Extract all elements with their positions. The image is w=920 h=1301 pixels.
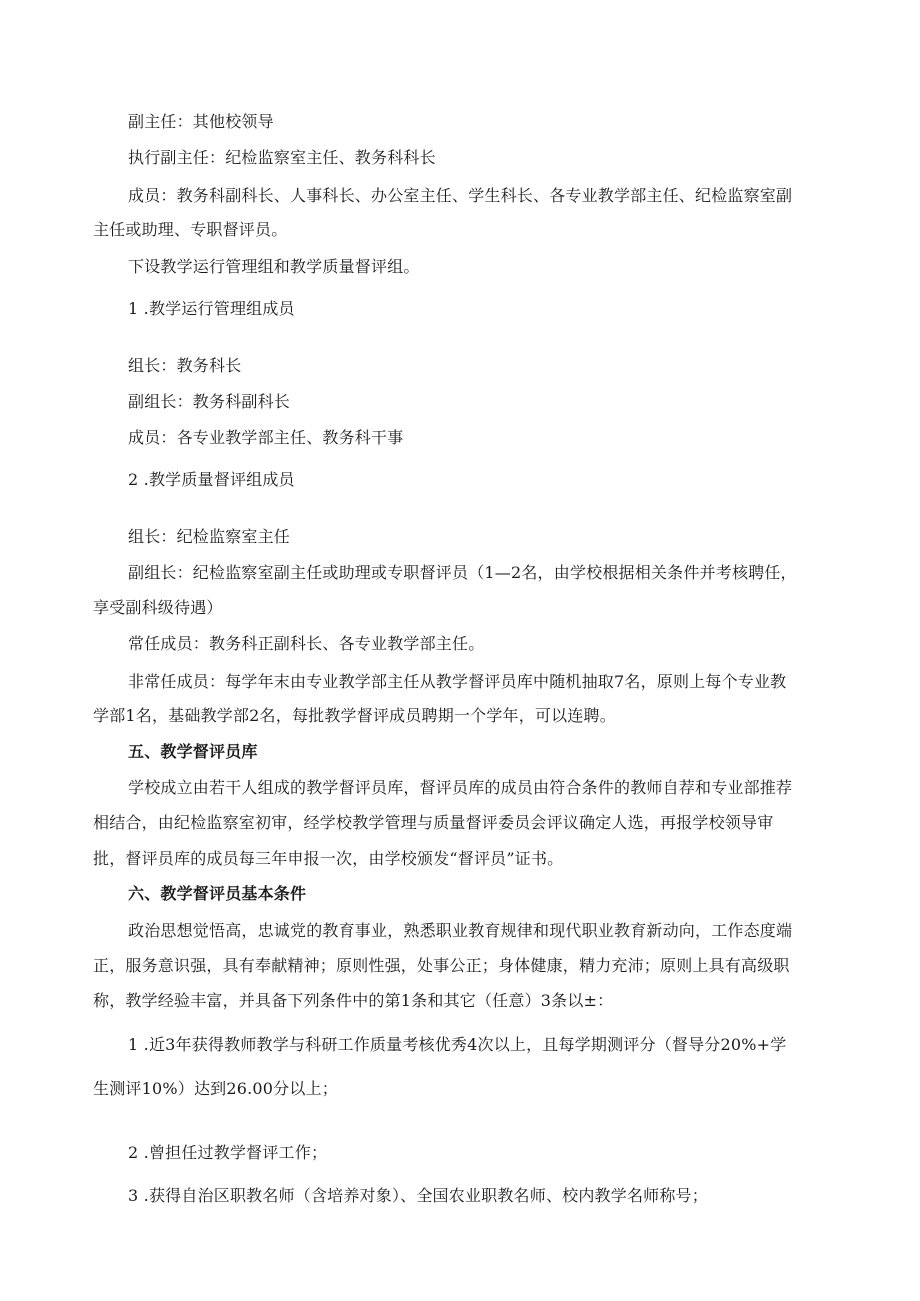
text-line: 执行副主任：纪检监察室主任、教务科科长 — [128, 148, 436, 167]
section-heading: 六、教学督评员基本条件 — [128, 884, 307, 903]
text-line: 2 .曾担任过教学督评工作； — [128, 1143, 328, 1162]
text-line: 常任成员：教务科正副科长、各专业教学部主任。 — [128, 634, 485, 653]
text-line: 享受副科级待遇） — [93, 598, 223, 617]
text-line: 称，教学经验丰富，并具备下列条件中的第1条和其它（任意）3条以±： — [93, 991, 614, 1010]
text-line: 生测评10%）达到26.00分以上； — [93, 1079, 338, 1098]
text-line: 副组长：教务科副科长 — [128, 392, 291, 411]
section-heading: 五、教学督评员库 — [128, 742, 258, 761]
text-line: 主任或助理、专职督评员。 — [93, 220, 288, 239]
text-line: 组长：教务科长 — [128, 356, 242, 375]
text-line: 正，服务意识强，具有奉献精神；原则性强，处事公正；身体健康，精力充沛；原则上具有高级职 — [93, 956, 790, 975]
text-line: 副主任：其他校领导 — [128, 112, 274, 131]
text-line: 相结合，由纪检监察室初审，经学校教学管理与质量督评委员会评议确定人选，再报学校领导审 — [93, 813, 774, 832]
text-line: 成员：各专业教学部主任、教务科干事 — [128, 428, 404, 447]
text-line: 3 .获得自治区职教名师（含培养对象）、全国农业职教名师、校内教学名师称号； — [128, 1186, 708, 1205]
text-line: 下设教学运行管理组和教学质量督评组。 — [128, 257, 420, 276]
text-line: 学部1名，基础教学部2名，每批教学督评成员聘期一个学年，可以连聘。 — [93, 706, 616, 725]
list-heading: 2 .教学质量督评组成员 — [128, 470, 295, 489]
text-line: 批，督评员库的成员每三年申报一次，由学校颁发“督评员”证书。 — [93, 849, 564, 868]
text-line: 副组长：纪检监察室副主任或助理或专职督评员（1—2名，由学校根据相关条件并考核聘任， — [128, 563, 797, 582]
text-line: 组长：纪检监察室主任 — [128, 527, 291, 546]
text-line: 成员：教务科副科长、人事科长、办公室主任、学生科长、各专业教学部主任、纪检监察室副 — [128, 186, 793, 205]
text-line: 1 .近3年获得教师教学与科研工作质量考核优秀4次以上，且每学期测评分（督导分20%+学 — [128, 1035, 787, 1054]
text-line: 政治思想觉悟高，忠诚党的教育事业，熟悉职业教育规律和现代职业教育新动向，工作态度端 — [128, 921, 793, 940]
text-line: 非常任成员：每学年末由专业教学部主任从教学督评员库中随机抽取7名，原则上每个专业教 — [128, 672, 787, 691]
text-line: 学校成立由若干人组成的教学督评员库，督评员库的成员由符合条件的教师自荐和专业部推荐 — [128, 778, 793, 797]
list-heading: 1 .教学运行管理组成员 — [128, 299, 295, 318]
